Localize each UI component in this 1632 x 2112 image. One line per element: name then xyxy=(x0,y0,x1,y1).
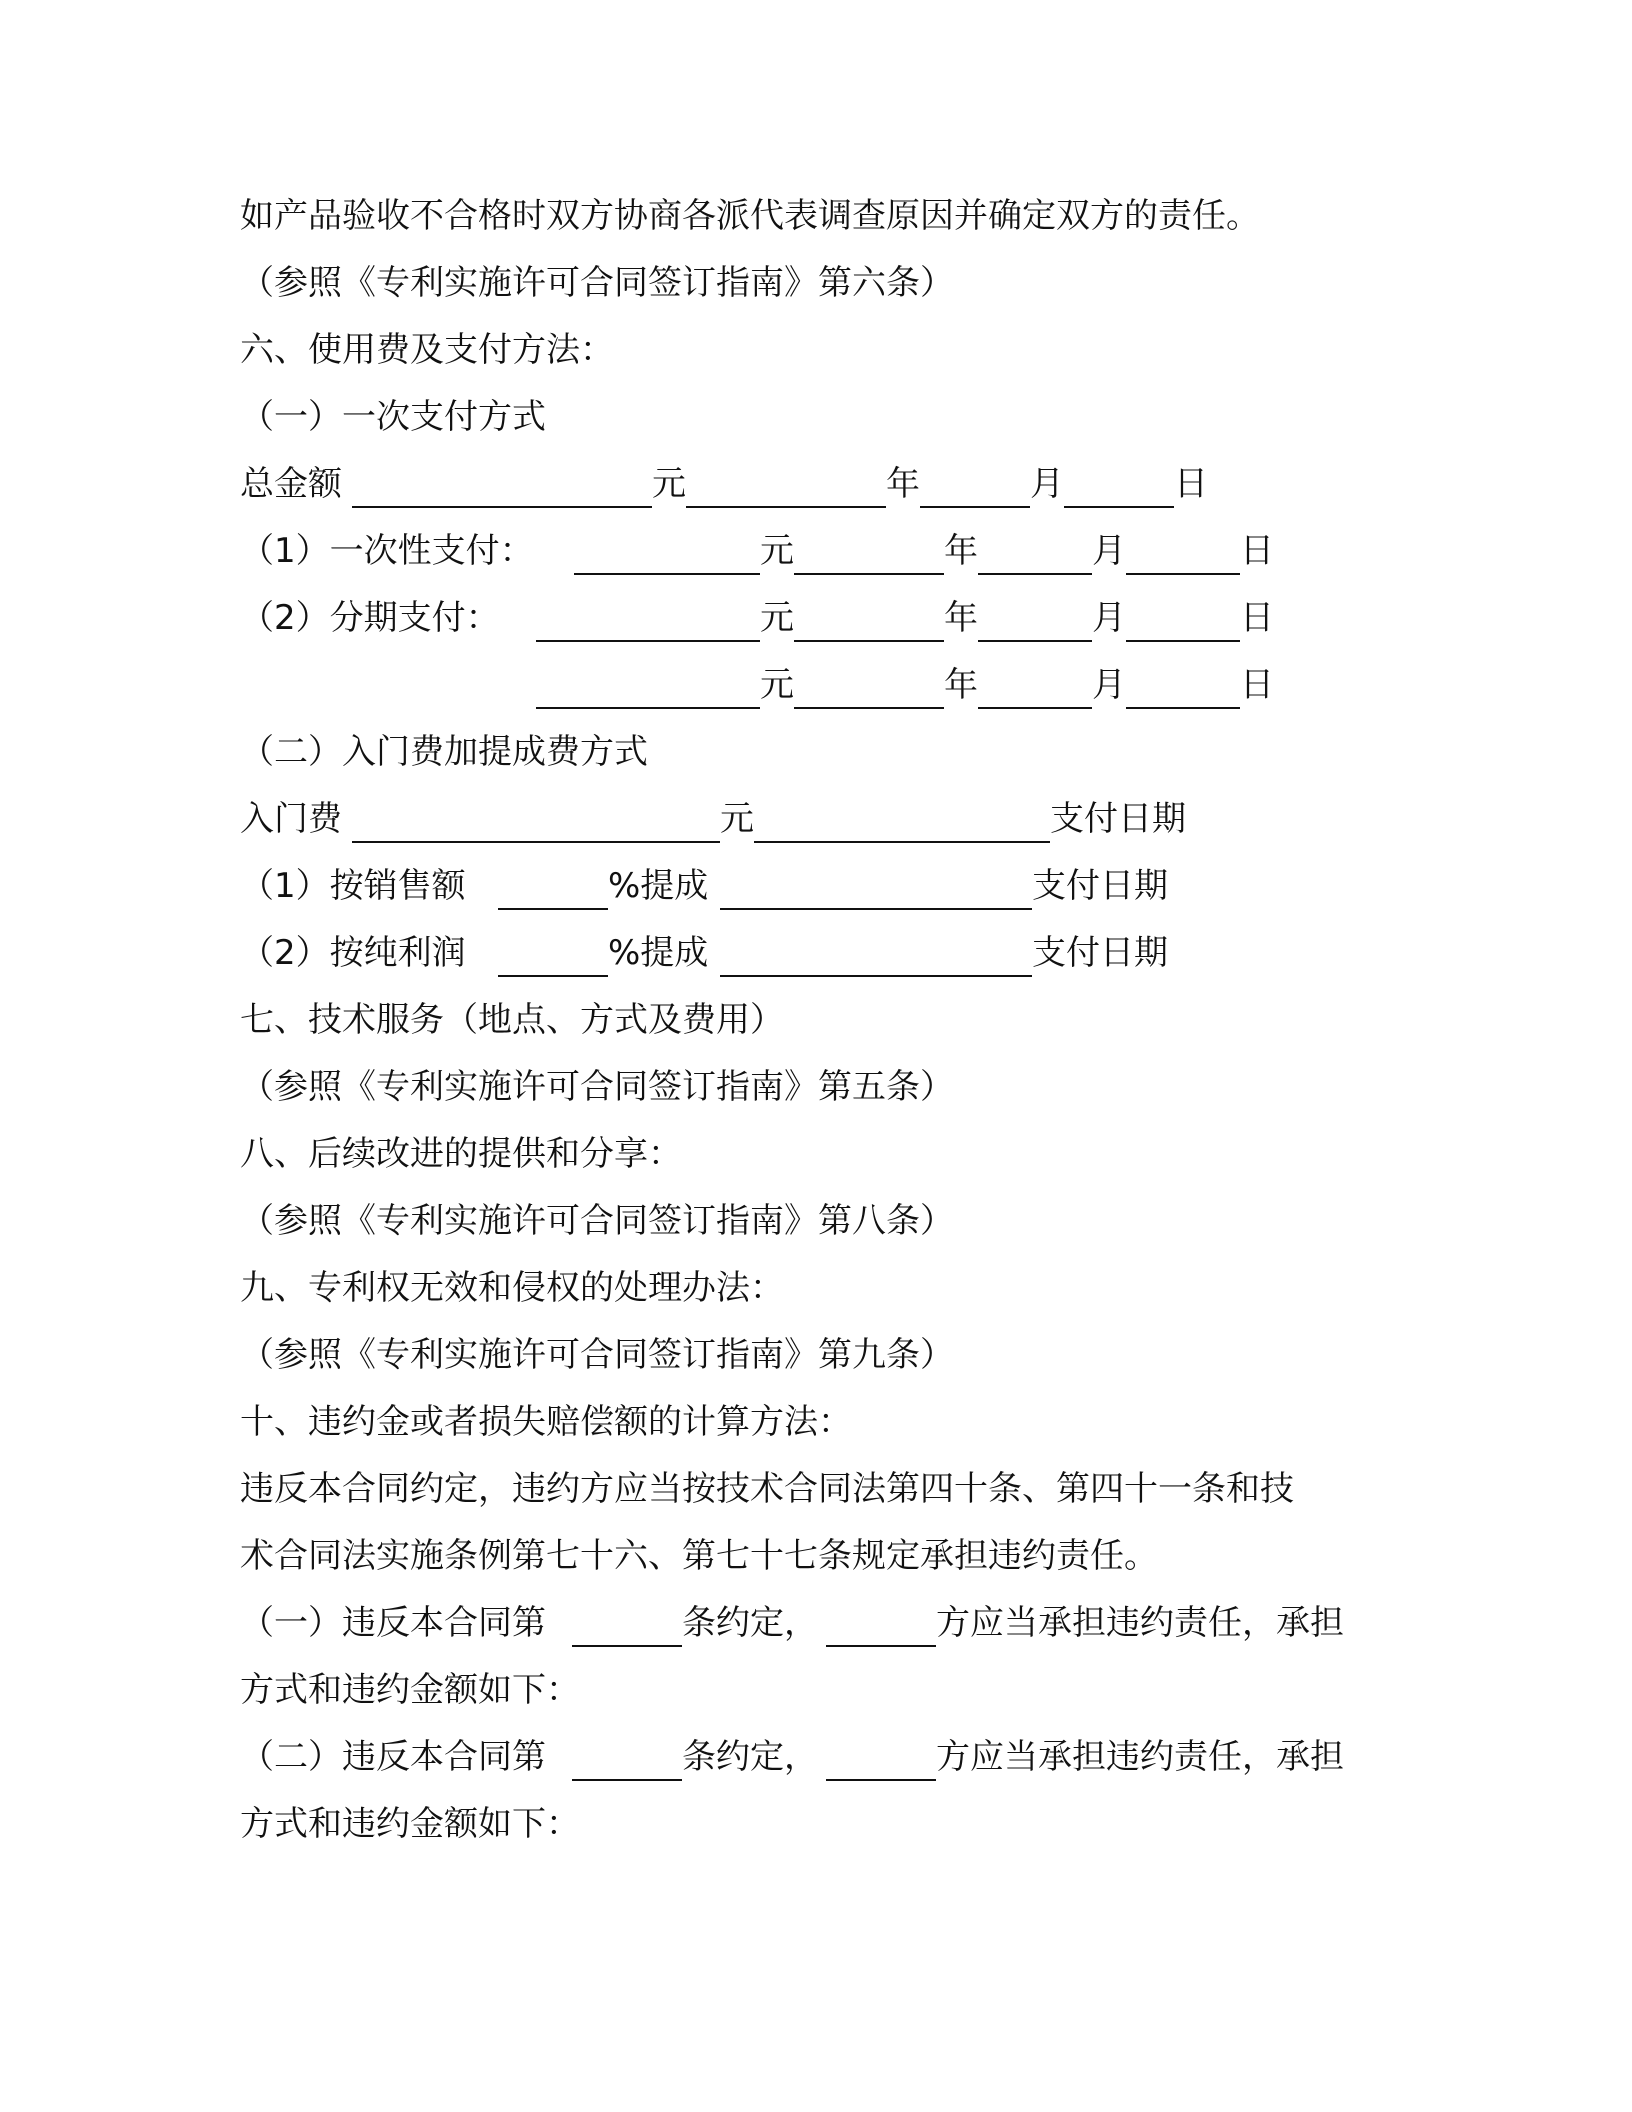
label-day: 日 xyxy=(1174,464,1208,504)
label-by-net-profit: （2）按纯利润 xyxy=(240,933,466,973)
blank-year[interactable] xyxy=(794,655,944,709)
blank-one-time-amount[interactable] xyxy=(574,521,760,575)
blank-entry-fee-extra[interactable] xyxy=(754,789,1050,843)
blank-total-amount[interactable] xyxy=(352,454,652,508)
blank-clause-number[interactable] xyxy=(572,1593,682,1647)
label-payment-date: 支付日期 xyxy=(1032,866,1168,906)
label-clause-agreement: 条约定， xyxy=(682,1737,818,1777)
breach-method-1: 方式和违约金额如下： xyxy=(240,1670,580,1710)
label-month: 月 xyxy=(1092,598,1126,638)
reference-article-6: （参照《专利实施许可合同签订指南》第六条） xyxy=(240,263,954,303)
blank-day[interactable] xyxy=(1126,655,1240,709)
blank-year[interactable] xyxy=(686,454,886,508)
label-percent-royalty: %提成 xyxy=(608,933,709,973)
heading-section-8: 八、后续改进的提供和分享： xyxy=(240,1134,682,1174)
label-one-time-payment: （1）一次性支付： xyxy=(240,531,534,571)
blank-year[interactable] xyxy=(794,588,944,642)
blank-month[interactable] xyxy=(978,521,1092,575)
blank-sales-royalty[interactable] xyxy=(720,856,1032,910)
label-month: 月 xyxy=(1092,531,1126,571)
label-yuan: 元 xyxy=(760,531,794,571)
paragraph-acceptance: 如产品验收不合格时双方协商各派代表调查原因并确定双方的责任。 xyxy=(240,196,1260,236)
blank-profit-percent[interactable] xyxy=(498,923,608,977)
blank-party[interactable] xyxy=(826,1727,936,1781)
subheading-lump-sum: （一）一次支付方式 xyxy=(240,397,546,437)
blank-month[interactable] xyxy=(978,655,1092,709)
label-day: 日 xyxy=(1240,531,1274,571)
blank-day[interactable] xyxy=(1126,521,1240,575)
blank-month[interactable] xyxy=(920,454,1030,508)
reference-article-5: （参照《专利实施许可合同签订指南》第五条） xyxy=(240,1067,954,1107)
label-year: 年 xyxy=(944,598,978,638)
blank-month[interactable] xyxy=(978,588,1092,642)
blank-sales-percent[interactable] xyxy=(498,856,608,910)
label-entry-fee: 入门费 xyxy=(240,799,342,839)
label-party-liability: 方应当承担违约责任，承担 xyxy=(936,1737,1344,1777)
label-year: 年 xyxy=(886,464,920,504)
blank-day[interactable] xyxy=(1126,588,1240,642)
label-month: 月 xyxy=(1092,665,1126,705)
blank-profit-royalty[interactable] xyxy=(720,923,1032,977)
label-clause-agreement: 条约定， xyxy=(682,1603,818,1643)
blank-entry-fee[interactable] xyxy=(352,789,720,843)
label-party-liability: 方应当承担违约责任，承担 xyxy=(936,1603,1344,1643)
paragraph-breach-2: 术合同法实施条例第七十六、第七十七条规定承担违约责任。 xyxy=(240,1536,1158,1576)
label-breach-clause: （一）违反本合同第 xyxy=(240,1603,546,1643)
label-yuan: 元 xyxy=(652,464,686,504)
label-total-amount: 总金额 xyxy=(240,464,342,504)
label-yuan: 元 xyxy=(760,598,794,638)
blank-installment-amount[interactable] xyxy=(536,588,760,642)
blank-installment-amount-2[interactable] xyxy=(536,655,760,709)
blank-party[interactable] xyxy=(826,1593,936,1647)
heading-section-9: 九、专利权无效和侵权的处理办法： xyxy=(240,1268,784,1308)
blank-clause-number[interactable] xyxy=(572,1727,682,1781)
blank-day[interactable] xyxy=(1064,454,1174,508)
breach-method-2: 方式和违约金额如下： xyxy=(240,1804,580,1844)
label-breach-clause: （二）违反本合同第 xyxy=(240,1737,546,1777)
label-by-sales: （1）按销售额 xyxy=(240,866,466,906)
heading-section-6: 六、使用费及支付方法： xyxy=(240,330,614,370)
label-day: 日 xyxy=(1240,598,1274,638)
subheading-entry-fee-royalty: （二）入门费加提成费方式 xyxy=(240,732,648,772)
label-payment-date: 支付日期 xyxy=(1032,933,1168,973)
heading-section-10: 十、违约金或者损失赔偿额的计算方法： xyxy=(240,1402,852,1442)
reference-article-9: （参照《专利实施许可合同签订指南》第九条） xyxy=(240,1335,954,1375)
heading-section-7: 七、技术服务（地点、方式及费用） xyxy=(240,1000,784,1040)
paragraph-breach-1: 违反本合同约定，违约方应当按技术合同法第四十条、第四十一条和技 xyxy=(240,1469,1294,1509)
label-installment-payment: （2）分期支付： xyxy=(240,598,500,638)
label-yuan: 元 xyxy=(760,665,794,705)
label-day: 日 xyxy=(1240,665,1274,705)
label-yuan: 元 xyxy=(720,799,754,839)
label-percent-royalty: %提成 xyxy=(608,866,709,906)
reference-article-8: （参照《专利实施许可合同签订指南》第八条） xyxy=(240,1201,954,1241)
label-month: 月 xyxy=(1030,464,1064,504)
label-year: 年 xyxy=(944,665,978,705)
blank-year[interactable] xyxy=(794,521,944,575)
label-payment-date: 支付日期 xyxy=(1050,799,1186,839)
label-year: 年 xyxy=(944,531,978,571)
